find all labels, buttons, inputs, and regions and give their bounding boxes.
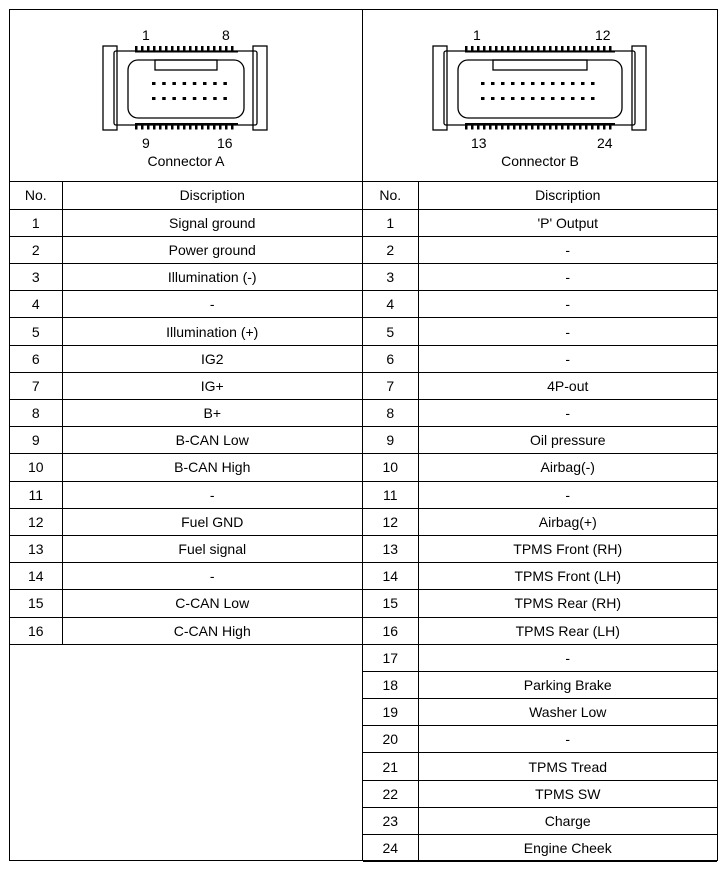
pin-number: 8 [363,400,418,427]
tooth [525,125,528,130]
table-row [10,481,362,508]
pin-number: 16 [10,617,62,644]
pin-description: Oil pressure [418,427,717,454]
pin [541,82,545,85]
tooth [465,125,468,130]
pin-description: Airbag(+) [418,508,717,535]
pin-number: 1 [363,209,418,236]
connector-a-cavity [128,60,244,118]
pin [152,82,156,85]
tooth [219,125,222,130]
tooth [561,46,564,51]
pin-description: B+ [62,400,362,427]
connector-b-right-clip [632,46,646,130]
pin-description: C-CAN High [62,617,362,644]
pin-number: 18 [363,671,418,698]
pin-description: - [418,236,717,263]
table-row [10,372,362,399]
table-row [10,454,362,481]
tooth [519,46,522,51]
pin-number: 6 [363,345,418,372]
pin [491,97,495,100]
tooth [555,125,558,130]
tooth [597,125,600,130]
pin-description: - [418,726,717,753]
pin-number: 22 [363,780,418,807]
table-row [363,535,717,562]
pin-number: 12 [10,508,62,535]
tooth [141,125,144,130]
tooth [501,46,504,51]
tooth [183,125,186,130]
pin-number: 2 [363,236,418,263]
pin [213,82,217,85]
pin [581,97,585,100]
tooth [147,46,150,51]
tooth [537,125,540,130]
tooth [159,46,162,51]
pin-number: 5 [10,318,62,345]
pin-number: 4 [10,291,62,318]
tooth [585,125,588,130]
pin-description: TPMS Front (LH) [418,563,717,590]
connector-b-pins [481,82,595,100]
table-row [363,454,717,481]
pin [481,82,485,85]
tooth [189,46,192,51]
tooth [135,46,138,51]
pin [581,82,585,85]
pin [172,97,176,100]
tooth [207,125,210,130]
pin [561,97,565,100]
pin [551,82,555,85]
pin-description: Parking Brake [418,671,717,698]
pin [551,97,555,100]
tooth-bar [465,123,615,125]
tooth [603,46,606,51]
pin-number: 9 [363,427,418,454]
pin-description: 'P' Output [418,209,717,236]
pin-number: 13 [10,535,62,562]
tooth [567,46,570,51]
tooth-bar [465,51,615,53]
tooth [477,46,480,51]
pin-number: 14 [10,563,62,590]
connector-b-pin-13-label: 13 [471,135,487,151]
table-row [363,209,717,236]
pin-number: 4 [363,291,418,318]
pin [531,97,535,100]
table-row [363,508,717,535]
connector-b-housing [444,51,635,125]
pin-description: TPMS Rear (RH) [418,590,717,617]
pin-description: TPMS SW [418,780,717,807]
header-description: Discription [62,182,362,209]
pin-number: 8 [10,400,62,427]
table-row [363,726,717,753]
pin-description: - [418,481,717,508]
pin [561,82,565,85]
pin-description: Fuel signal [62,535,362,562]
pin-number: 7 [363,372,418,399]
tooth [219,46,222,51]
connector-b-pin-24-label: 24 [597,135,613,151]
pin [591,97,595,100]
header-description: Discription [418,182,717,209]
table-row [363,644,717,671]
tooth [507,46,510,51]
pin-number: 3 [10,264,62,291]
pin-description: Fuel GND [62,508,362,535]
tooth [549,46,552,51]
pin-description: - [62,291,362,318]
tooth [153,125,156,130]
table-row [363,590,717,617]
tooth-bar [135,51,238,53]
pin [193,82,197,85]
pin [511,82,515,85]
tooth [543,46,546,51]
table-row [363,236,717,263]
table-row [363,345,717,372]
tooth [495,46,498,51]
pin-description: - [418,345,717,372]
pin [203,97,207,100]
connector-a-column [10,10,362,860]
pin-number: 2 [10,236,62,263]
pin-description: - [418,264,717,291]
connector-a-table [10,182,362,645]
connector-b-table [363,182,717,862]
tooth [225,46,228,51]
tooth [609,46,612,51]
connector-b-left-clip [433,46,447,130]
tooth [231,46,234,51]
tooth [213,125,216,130]
tooth [231,125,234,130]
connector-a-pins [152,82,227,100]
tooth [483,46,486,51]
tooth [525,46,528,51]
tooth [567,125,570,130]
table-row [10,209,362,236]
pin-number: 10 [10,454,62,481]
table-row [10,508,362,535]
tooth [147,125,150,130]
tooth [603,125,606,130]
pin [152,97,156,100]
tooth [483,125,486,130]
connector-a-pin-9-label: 9 [142,135,150,151]
tooth [561,125,564,130]
table-row [363,264,717,291]
table-row [363,563,717,590]
pin-description: IG2 [62,345,362,372]
connector-a-pin-16-label: 16 [217,135,233,151]
pin [213,97,217,100]
pin-description: - [418,644,717,671]
tooth [585,46,588,51]
pin [183,97,187,100]
tooth [159,125,162,130]
table-row [10,617,362,644]
pin-number: 5 [363,318,418,345]
pin-number: 24 [363,835,418,862]
table-row [10,400,362,427]
table-row [10,318,362,345]
pin-number: 23 [363,807,418,834]
pin-number: 9 [10,427,62,454]
tooth [597,46,600,51]
pin-description: B-CAN Low [62,427,362,454]
tooth [195,125,198,130]
pin-description: - [418,291,717,318]
tooth [471,46,474,51]
tooth [591,125,594,130]
connector-a-pin-8-label: 8 [222,27,230,43]
tooth [189,125,192,130]
connector-a-housing [114,51,257,125]
tooth [165,125,168,130]
table-row [10,590,362,617]
pin-description: Washer Low [418,699,717,726]
connector-b-teeth [465,46,615,130]
pin [571,97,575,100]
tooth [489,125,492,130]
tooth [153,46,156,51]
tooth [507,125,510,130]
pin-number: 13 [363,535,418,562]
tooth [531,46,534,51]
table-row [363,807,717,834]
tooth [609,125,612,130]
table-row [363,699,717,726]
pin-number: 20 [363,726,418,753]
tooth [171,46,174,51]
tooth [135,125,138,130]
tooth [573,46,576,51]
pin-number: 7 [10,372,62,399]
tooth [573,125,576,130]
tooth [513,46,516,51]
pin-number: 17 [363,644,418,671]
tooth [501,125,504,130]
tooth [591,46,594,51]
pin [521,82,525,85]
pin-description: - [62,563,362,590]
pin-description: Airbag(-) [418,454,717,481]
pin [193,97,197,100]
tooth [531,125,534,130]
table-row [363,780,717,807]
pin [511,97,515,100]
tooth [579,125,582,130]
table-row [10,264,362,291]
pin-number: 11 [363,481,418,508]
connector-a-diagram [10,10,362,182]
pin [531,82,535,85]
tooth [201,46,204,51]
connector-a-key [155,60,217,70]
pin [162,97,166,100]
pin [501,97,505,100]
connector-b-diagram [363,10,717,182]
table-row [363,617,717,644]
connector-b-key [493,60,587,70]
connector-a-right-clip [253,46,267,130]
tooth [513,125,516,130]
table-row [363,753,717,780]
table-row [363,427,717,454]
tooth [495,125,498,130]
tooth [519,125,522,130]
tooth [549,125,552,130]
connector-a-drawing [10,10,362,182]
connector-a-left-clip [103,46,117,130]
pin-description: TPMS Tread [418,753,717,780]
pin [481,97,485,100]
tooth [225,125,228,130]
connector-b-cavity [458,60,622,118]
table-row [363,671,717,698]
table-row [10,427,362,454]
pin-description: 4P-out [418,372,717,399]
connector-b-drawing [363,10,718,182]
table-row [363,835,717,862]
pin-number: 16 [363,617,418,644]
table-row [363,400,717,427]
connector-b-table-header [363,182,717,209]
tooth [555,46,558,51]
tooth [579,46,582,51]
pin-number: 21 [363,753,418,780]
tooth [183,46,186,51]
header-no: No. [10,182,62,209]
table-row [10,345,362,372]
table-row [363,291,717,318]
connector-pinout-sheet [9,9,718,861]
pin [162,82,166,85]
pin-description: TPMS Rear (LH) [418,617,717,644]
pin-number: 15 [10,590,62,617]
connector-a-table-header [10,182,362,209]
table-row [10,291,362,318]
pin [501,82,505,85]
table-row [10,236,362,263]
tooth [165,46,168,51]
pin-description: B-CAN High [62,454,362,481]
connector-a-teeth [135,46,238,130]
pin-number: 1 [10,209,62,236]
pin-number: 19 [363,699,418,726]
tooth [465,46,468,51]
connector-a-pin-1-label: 1 [142,27,150,43]
table-row [363,372,717,399]
pin-description: - [418,400,717,427]
tooth [471,125,474,130]
pin-description: Power ground [62,236,362,263]
pin [183,82,187,85]
tooth [537,46,540,51]
pin-description: - [418,318,717,345]
tooth [543,125,546,130]
pin [172,82,176,85]
pin-number: 12 [363,508,418,535]
tooth [213,46,216,51]
pin [223,82,227,85]
connector-b-pin-12-label: 12 [595,27,611,43]
pin [223,97,227,100]
pin-number: 3 [363,264,418,291]
tooth [177,46,180,51]
tooth [207,46,210,51]
pin-description: Engine Cheek [418,835,717,862]
pin-number: 15 [363,590,418,617]
table-row [10,535,362,562]
connector-a-label: Connector A [147,153,225,169]
tooth-bar [135,123,238,125]
pin-description: IG+ [62,372,362,399]
pin [521,97,525,100]
pin-number: 10 [363,454,418,481]
pin [591,82,595,85]
pin [203,82,207,85]
connector-b-label: Connector B [501,153,579,169]
table-row [10,563,362,590]
connector-b-column [362,10,717,860]
pin-description: Charge [418,807,717,834]
header-no: No. [363,182,418,209]
pin-number: 14 [363,563,418,590]
table-row [363,481,717,508]
table-row [363,318,717,345]
pin-description: Signal ground [62,209,362,236]
tooth [489,46,492,51]
pin-description: - [62,481,362,508]
pin-description: TPMS Front (RH) [418,535,717,562]
tooth [171,125,174,130]
tooth [201,125,204,130]
pin-number: 11 [10,481,62,508]
tooth [477,125,480,130]
pin [491,82,495,85]
pin [571,82,575,85]
tooth [195,46,198,51]
tooth [177,125,180,130]
pin-description: Illumination (-) [62,264,362,291]
pin-description: C-CAN Low [62,590,362,617]
connector-b-pin-1-label: 1 [473,27,481,43]
pin-number: 6 [10,345,62,372]
pin [541,97,545,100]
pin-description: Illumination (+) [62,318,362,345]
tooth [141,46,144,51]
